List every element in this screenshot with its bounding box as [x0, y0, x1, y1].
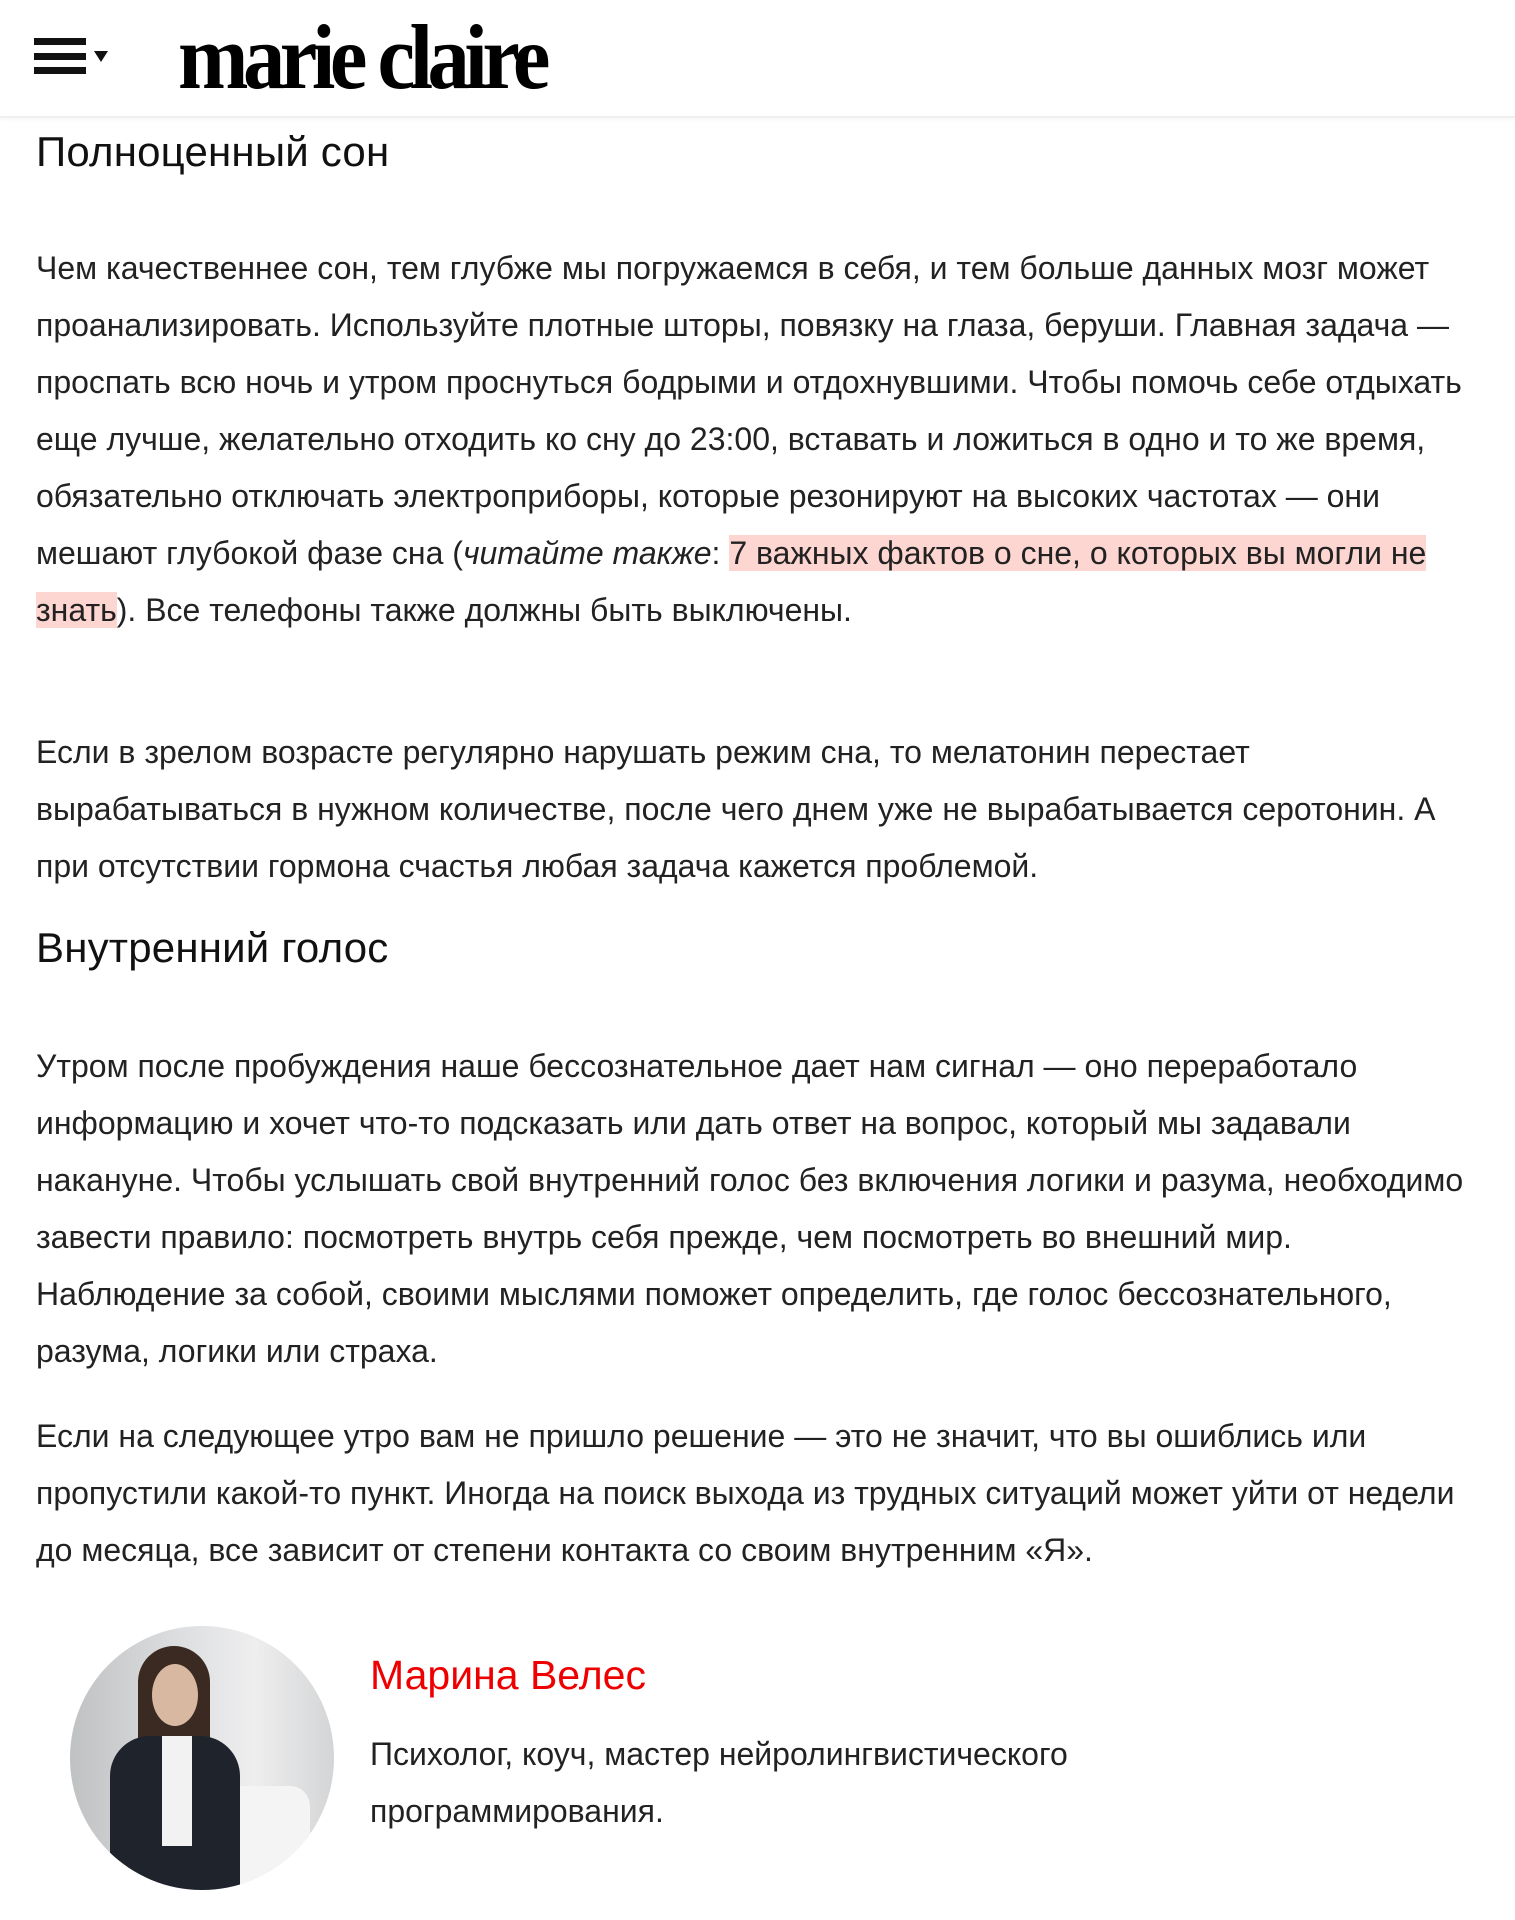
paragraph: Утром после пробуждения наше бессознательное дает нам сигнал — оно переработало информацию и хочет что-то подсказать или дать ответ на вопрос, который мы задавали накануне. Чтобы услышать свой внутренний голос без включения логики и разума, необходимо завести правило: посмотреть внутрь себя прежде, чем посмотреть во внешний мир. Наблюдение за собой, своими мыслями поможет определить, где голос бессознательного, разума, логики или страха. [36, 1048, 1464, 1369]
colon: : [711, 535, 730, 571]
paragraph-text: ). Все телефоны также должны быть выключены. [116, 592, 852, 628]
read-also-label: читайте также [462, 535, 712, 571]
author-description: Психолог, коуч, мастер нейролингвистического программирования. [370, 1736, 1068, 1829]
author-name[interactable]: Марина Велес [370, 1652, 646, 1698]
paragraph-text: Чем качественнее сон, тем глубже мы погружаемся в себя, и тем больше данных мозг может проанализировать. Используйте плотные шторы, повязку на глаза, беруши. Главная задача — проспать всю ночь и утром проснуться бодрыми и отдохнувшими. Чтобы помочь себе отдыхать еще лучше, желательно отходить ко сну до 23:00, вставать и ложиться в одно и то же время, обязательно отключать электроприборы, которые резонируют на высоких частотах — они мешают глубокой фазе сна ( [36, 250, 1462, 571]
section-heading: Внутренний голос [36, 924, 389, 971]
site-header [0, 0, 1515, 118]
paragraph: Если в зрелом возрасте регулярно нарушать режим сна, то мелатонин перестает вырабатываться в нужном количестве, после чего днем уже не вырабатывается серотонин. А при отсутствии гормона счастья любая задача кажется проблемой. [36, 734, 1436, 884]
section-heading: Полноценный сон [36, 128, 390, 175]
paragraph: Если на следующее утро вам не пришло решение — это не значит, что вы ошиблись или пропустили какой-то пункт. Иногда на поиск выхода из трудных ситуаций может уйти от недели до месяца, все зависит от степени контакта со своим внутренним «Я». [36, 1418, 1455, 1568]
menu-button[interactable] [34, 38, 108, 74]
related-article-link[interactable]: 7 важных фактов о сне, о которых вы могли не знать [36, 535, 1427, 628]
author-card [70, 1626, 1470, 1890]
author-avatar [70, 1626, 334, 1890]
paragraph [36, 240, 1476, 639]
site-logo[interactable]: marie claire [178, 6, 545, 108]
caret-down-icon [94, 51, 108, 62]
hamburger-icon [34, 38, 86, 74]
